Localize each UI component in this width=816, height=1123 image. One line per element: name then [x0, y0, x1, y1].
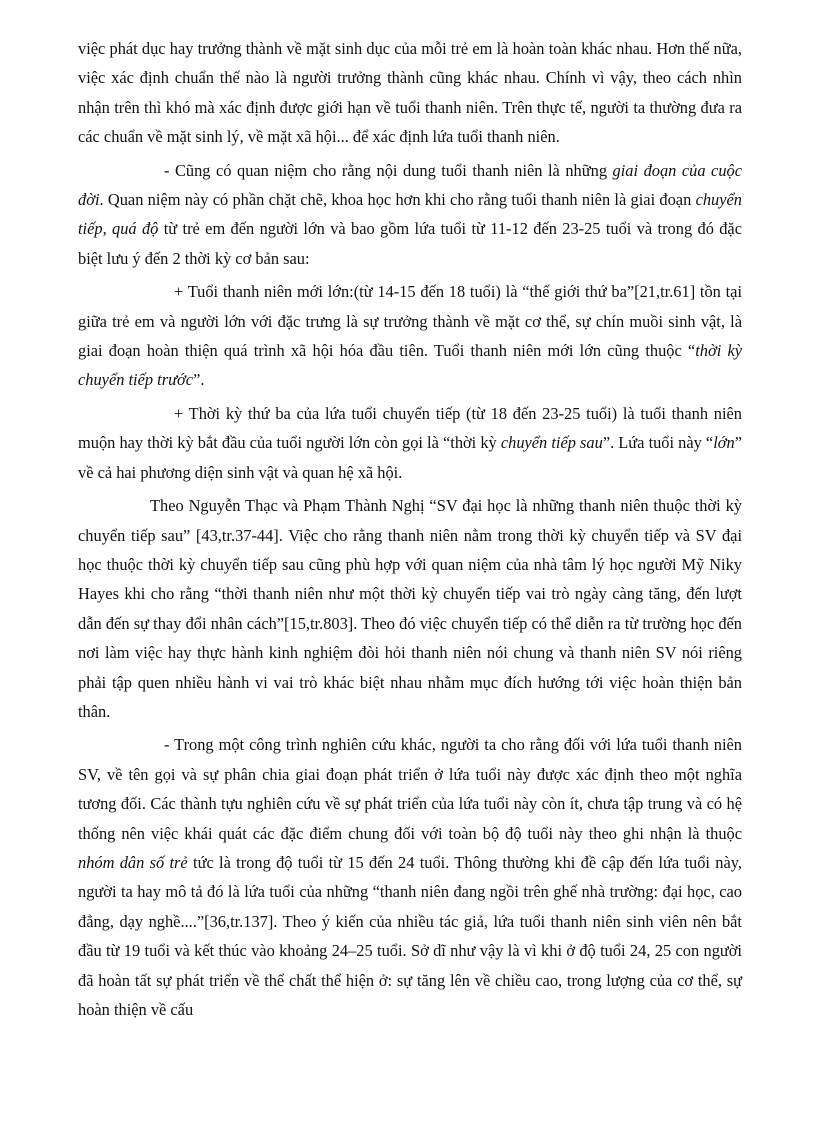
document-page [78, 34, 742, 1024]
italic-run: giai đoạn của cuộc đời [78, 160, 742, 210]
text-run: từ trẻ em đến người lớn và bao gồm lứa tuổi từ 11-12 đến 23-25 tuổi và trong đó đặc biệt lưu ý đến 2 thời kỳ cơ bản sau: [78, 219, 742, 268]
italic-run: chuyển tiếp sau [500, 433, 603, 453]
paragraph-2 [78, 156, 742, 274]
italic-run: thời kỳ chuyển tiếp trước [78, 341, 742, 390]
text-run: tức là trong độ tuổi từ 15 đến 24 tuổi. Thông thường khi đề cập đến lứa tuổi này, người ta hay mô tả đó là lứa tuổi của những “thanh niên đang ngồi trên ghế nhà trường: đại học, cao đẳng, dạy nghề....”[36,tr.137]. Theo ý kiến của nhiều tác giả, lứa tuổi thanh niên sinh viên nên bắt đầu từ 19 tuổi và kết thúc vào khoảng 24–25 tuổi. Sở dĩ như vậy là vì khi ở độ tuổi 24, 25 con người đã hoàn tất sự phát triển về thể chất thể hiện ở: sự tăng lên về chiều cao, trong lượng của cơ thể, sự hoàn thiện về cấu [78, 852, 742, 1019]
text-run: ”. [193, 370, 205, 390]
text-run: việc phát dục hay trưởng thành về mặt sinh dục của mỗi trẻ em là hoàn toàn khác nhau. Hơn thế nữa, việc xác định chuẩn thế nào là người trưởng thành cũng khác nhau. Chính vì vậy, theo cách nhìn nhận trên thì khó mà xác định được giới hạn về tuổi thanh niên. Trên thực tế, người ta thường đưa ra các chuẩn về mặt sinh lý, về mặt xã hội... để xác định lứa tuổi thanh niên. [78, 39, 742, 147]
text-run: Theo Nguyễn Thạc và Phạm Thành Nghị “SV đại học là những thanh niên thuộc thời kỳ chuyển tiếp sau” [43,tr.37-44]. Việc cho rằng thanh niên nằm trong thời kỳ chuyển tiếp và SV đại học thuộc thời kỳ chuyển tiếp sau cũng phù hợp với quan niệm của nhà tâm lý học người Mỹ Niky Hayes khi cho rằng “thời thanh niên như một thời kỳ chuyển tiếp vai trò ngày càng tăng, đến lượt dẫn đến sự thay đổi nhân cách”[15,tr.803]. Theo đó việc chuyển tiếp có thể diễn ra từ trường học đến nơi làm việc hay thực hành kinh nghiệm đòi hỏi thanh niên nói chung và thanh niên SV nói riêng phải tập quen nhiều hành vi vai trò khác biệt nhau nhằm mục đích hướng tới việc hoàn thiện bản thân. [78, 496, 742, 721]
italic-run: nhóm dân số trẻ [78, 852, 188, 872]
paragraph-6 [78, 730, 742, 1024]
paragraph-4 [78, 399, 742, 487]
text-run: ”. Lứa tuổi này “ [602, 433, 714, 453]
text-run: - Cũng có quan niệm cho rằng nội dung tuổi thanh niên là những [164, 160, 613, 180]
text-run: . Quan niệm này có phần chặt chẽ, khoa học hơn khi cho rằng tuổi thanh niên là giai đoạn [99, 190, 696, 210]
paragraph-1 [78, 34, 742, 152]
text-run: + Thời kỳ thứ ba của lứa tuổi chuyển tiếp (từ 18 đến 23-25 tuổi) là tuổi thanh niên muộn hay thời kỳ bắt đầu của tuổi người lớn còn gọi là “thời kỳ [78, 403, 742, 453]
text-run: - Trong một công trình nghiên cứu khác, người ta cho rằng đối với lứa tuổi thanh niên SV, về tên gọi và sự phân chia giai đoạn phát triển ở lứa tuổi này được xác định theo một nghĩa tương đối. Các thành tựu nghiên cứu về sự phát triển của lứa tuổi này còn ít, chưa tập trung và có hệ thống nên việc khái quát các đặc điểm chung đối với toàn bộ độ tuổi này theo ghi nhận là thuộc [78, 735, 742, 843]
paragraph-3 [78, 277, 742, 395]
italic-run: chuyển tiếp, quá độ [78, 190, 742, 239]
paragraph-5 [78, 491, 742, 726]
italic-run: lớn [713, 433, 735, 453]
text-run: ” về cả hai phương diện sinh vật và quan hệ xã hội. [78, 433, 742, 482]
text-run: + Tuổi thanh niên mới lớn:(từ 14-15 đến 18 tuổi) là “thế giới thứ ba”[21,tr.61] tồn tại giữa trẻ em và người lớn với đặc trưng là sự trưởng thành về mặt cơ thể, sự chín muồi sinh vật, là giai đoạn hoàn thiện quá trình xã hội hóa đầu tiên. Tuổi thanh niên mới lớn cũng thuộc “ [78, 282, 742, 361]
